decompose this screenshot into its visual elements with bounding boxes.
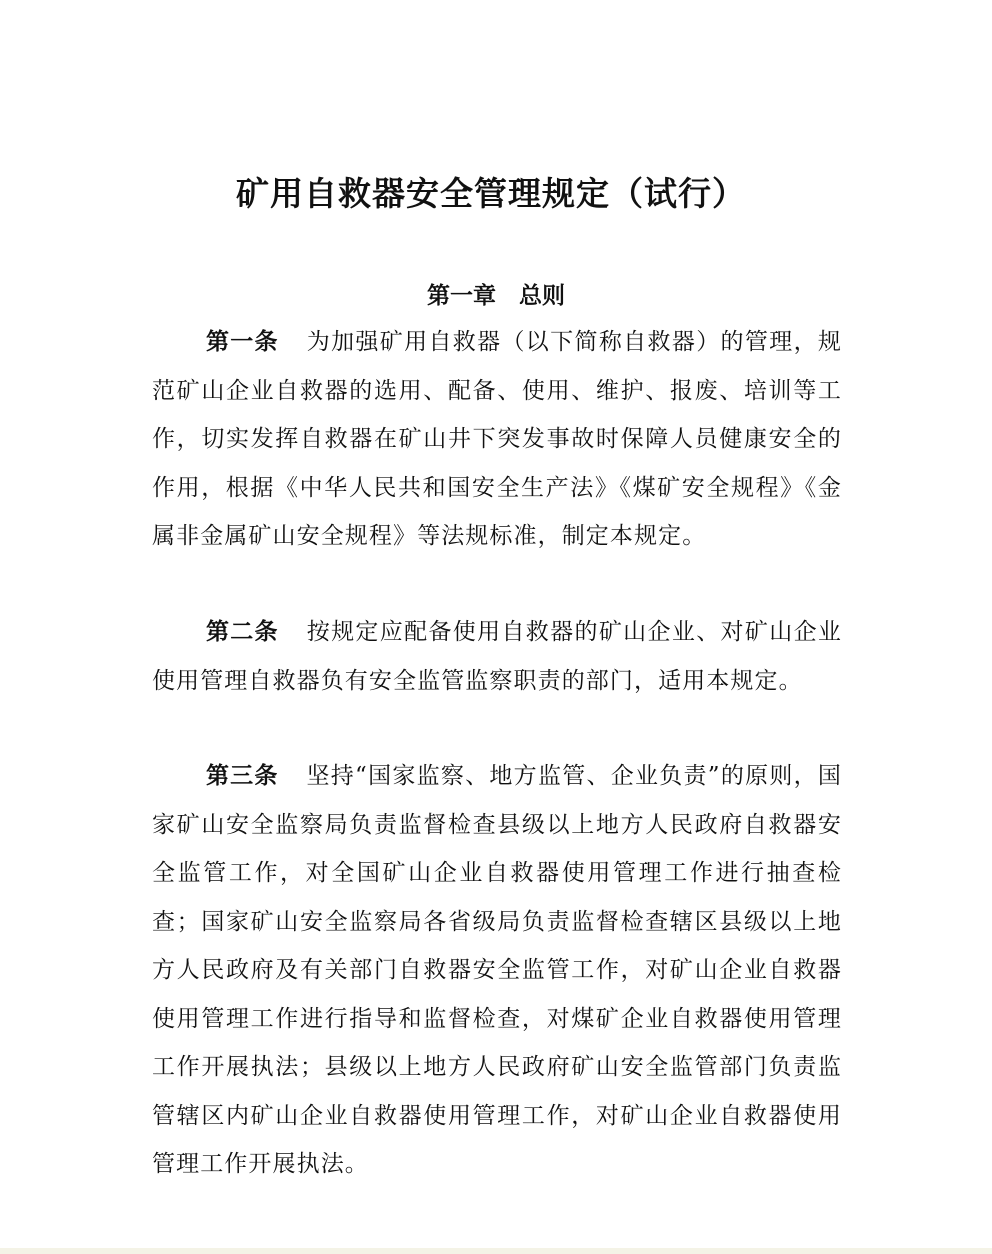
article-2-paragraph [152,608,842,705]
page-bottom-edge [0,1248,992,1254]
article-3-text: 坚持“国家监察、地方监管、企业负责”的原则，国家矿山安全监察局负责监督检查县级以上地方人民政府自救器安全监管工作，对全国矿山企业自救器使用管理工作进行抽查检查；国家矿山安全监察局各省级局负责监督检查辖区县级以上地方人民政府及有关部门自救器安全监管工作，对矿山企业自救器使用管理工作进行指导和监督检查，对煤矿企业自救器使用管理工作开展执法；县级以上地方人民政府矿山安全监管部门负责监管辖区内矿山企业自救器使用管理工作，对矿山企业自救器使用管理工作开展执法。 [152,763,843,1177]
article-1-paragraph [152,318,842,561]
article-3-paragraph [152,752,842,1189]
article-2-label: 第二条 [206,619,279,645]
document-title: 矿用自救器安全管理规定（试行） [236,174,746,213]
article-3-label: 第三条 [206,763,279,789]
chapter-title: 第一章 总则 [427,283,565,309]
article-1-label: 第一条 [206,329,279,355]
article-1-text: 为加强矿用自救器（以下简称自救器）的管理，规范矿山企业自救器的选用、配备、使用、维护、报废、培训等工作，切实发挥自救器在矿山井下突发事故时保障人员健康安全的作用，根据《中华人民共和国安全生产法》《煤矿安全规程》《金属非金属矿山安全规程》等法规标准，制定本规定。 [152,329,843,549]
article-2-text: 按规定应配备使用自救器的矿山企业、对矿山企业使用管理自救器负有安全监管监察职责的部门，适用本规定。 [152,619,843,694]
